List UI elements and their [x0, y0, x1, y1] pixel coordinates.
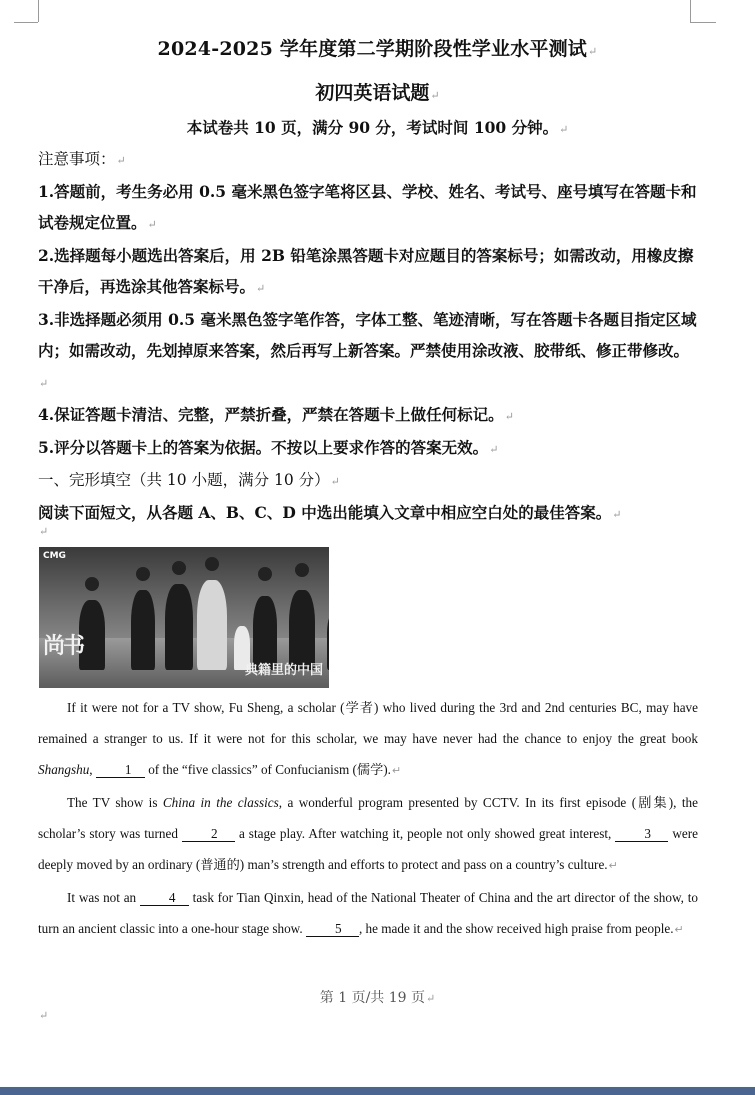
section-title: 一、完形填空（共 10 小题，满分 10 分）↵ [38, 471, 340, 489]
section-instruction: 阅读下面短文，从各题 A、B、C、D 中选出能填入文章中相应空白处的最佳答案。↵ [38, 503, 622, 522]
exam-title: 2024-2025 学年度第二学期阶段性学业水平测试↵ [157, 38, 598, 60]
tv-show-poster-image [39, 547, 329, 688]
poster-head [258, 567, 272, 581]
poster-head [136, 567, 150, 581]
blank-3: 3 [615, 827, 668, 842]
blank-2: 2 [182, 827, 235, 842]
paragraph-mark: ↵ [588, 45, 598, 58]
cmg-logo: CMG [43, 551, 66, 561]
window-bottom-bar [0, 1087, 755, 1095]
poster-head [85, 577, 99, 591]
poster-figure [165, 584, 193, 670]
passage-paragraph-3: It was not an 4 task for Tian Qinxin, head of the National Theater of China and the art director of the show, to turn an ancient classic into a one-hour stage show. 5 , he made it and the show received high praise from people.↵ [38, 890, 698, 936]
paragraph-mark: ↵ [430, 89, 440, 102]
crop-mark-left [38, 0, 39, 22]
poster-figure [131, 590, 155, 670]
poster-figure [327, 608, 329, 670]
poster-head [172, 561, 186, 575]
exam-info: 本试卷共 10 页，满分 90 分，考试时间 100 分钟。↵ [186, 118, 569, 137]
blank-1: 1 [96, 763, 145, 778]
exam-subtitle: 初四英语试题↵ [315, 82, 440, 104]
empty-paragraph: ↵ [39, 1009, 49, 1022]
poster-title-right: 典籍里的中国 [244, 663, 323, 678]
poster-figure [197, 580, 227, 670]
crop-mark-left-h [14, 22, 38, 23]
paragraph-mark: ↵ [559, 123, 569, 136]
cloze-passage [38, 692, 698, 946]
poster-head [295, 563, 309, 577]
blank-5: 5 [306, 922, 359, 937]
notes-heading: 注意事项：↵ [38, 150, 126, 168]
instructions-block [38, 144, 698, 530]
poster-title-left: 尚书 [43, 634, 84, 659]
note-item-3: 3.非选择题必须用 0.5 毫米黑色签字笔作答，字体工整、笔迹清晰，写在答题卡各题目指定区域内；如需改动，先划掉原来答案，然后再写上新答案。严禁使用涂改液、胶带纸、修正带修改。↵ [38, 310, 697, 390]
note-item-1: 1.答题前，考生务必用 0.5 毫米黑色签字笔将区县、学校、姓名、考试号、座号填写在答题卡和试卷规定位置。↵ [38, 182, 697, 232]
crop-mark-right-h [690, 22, 716, 23]
note-item-4: 4.保证答题卡清洁、完整，严禁折叠，严禁在答题卡上做任何标记。↵ [38, 405, 514, 424]
note-item-5: 5.评分以答题卡上的答案为依据。不按以上要求作答的答案无效。↵ [38, 438, 499, 457]
poster-figure [289, 590, 315, 670]
page-number: 第 1 页/共 19 页↵ [319, 990, 436, 1006]
blank-4: 4 [140, 891, 189, 906]
passage-paragraph-2: The TV show is China in the classics, a wonderful program presented by CCTV. In its first episode (剧集), the scholar’s story was turned 2 a stage play. After watching it, people not only showed great interest, 3 were deeply moved by an ordinary (普通的) man’s strength and efforts to protect and pass on a country’s culture.↵ [38, 795, 698, 872]
poster-head [205, 557, 219, 571]
empty-paragraph: ↵ [39, 525, 49, 538]
note-item-2: 2.选择题每小题选出答案后，用 2B 铅笔涂黑答题卡对应题目的答案标号；如需改动，用橡皮擦干净后，再选涂其他答案标号。↵ [38, 246, 694, 296]
passage-paragraph-1: If it were not for a TV show, Fu Sheng, a scholar (学者) who lived during the 3rd and 2nd centuries BC, may have remained a stranger to us. If it were not for this scholar, we may have never had the chance to enjoy the great book Shangshu, 1 of the “five classics” of Confucianism (儒学).↵ [38, 700, 698, 777]
crop-mark-right [690, 0, 691, 22]
